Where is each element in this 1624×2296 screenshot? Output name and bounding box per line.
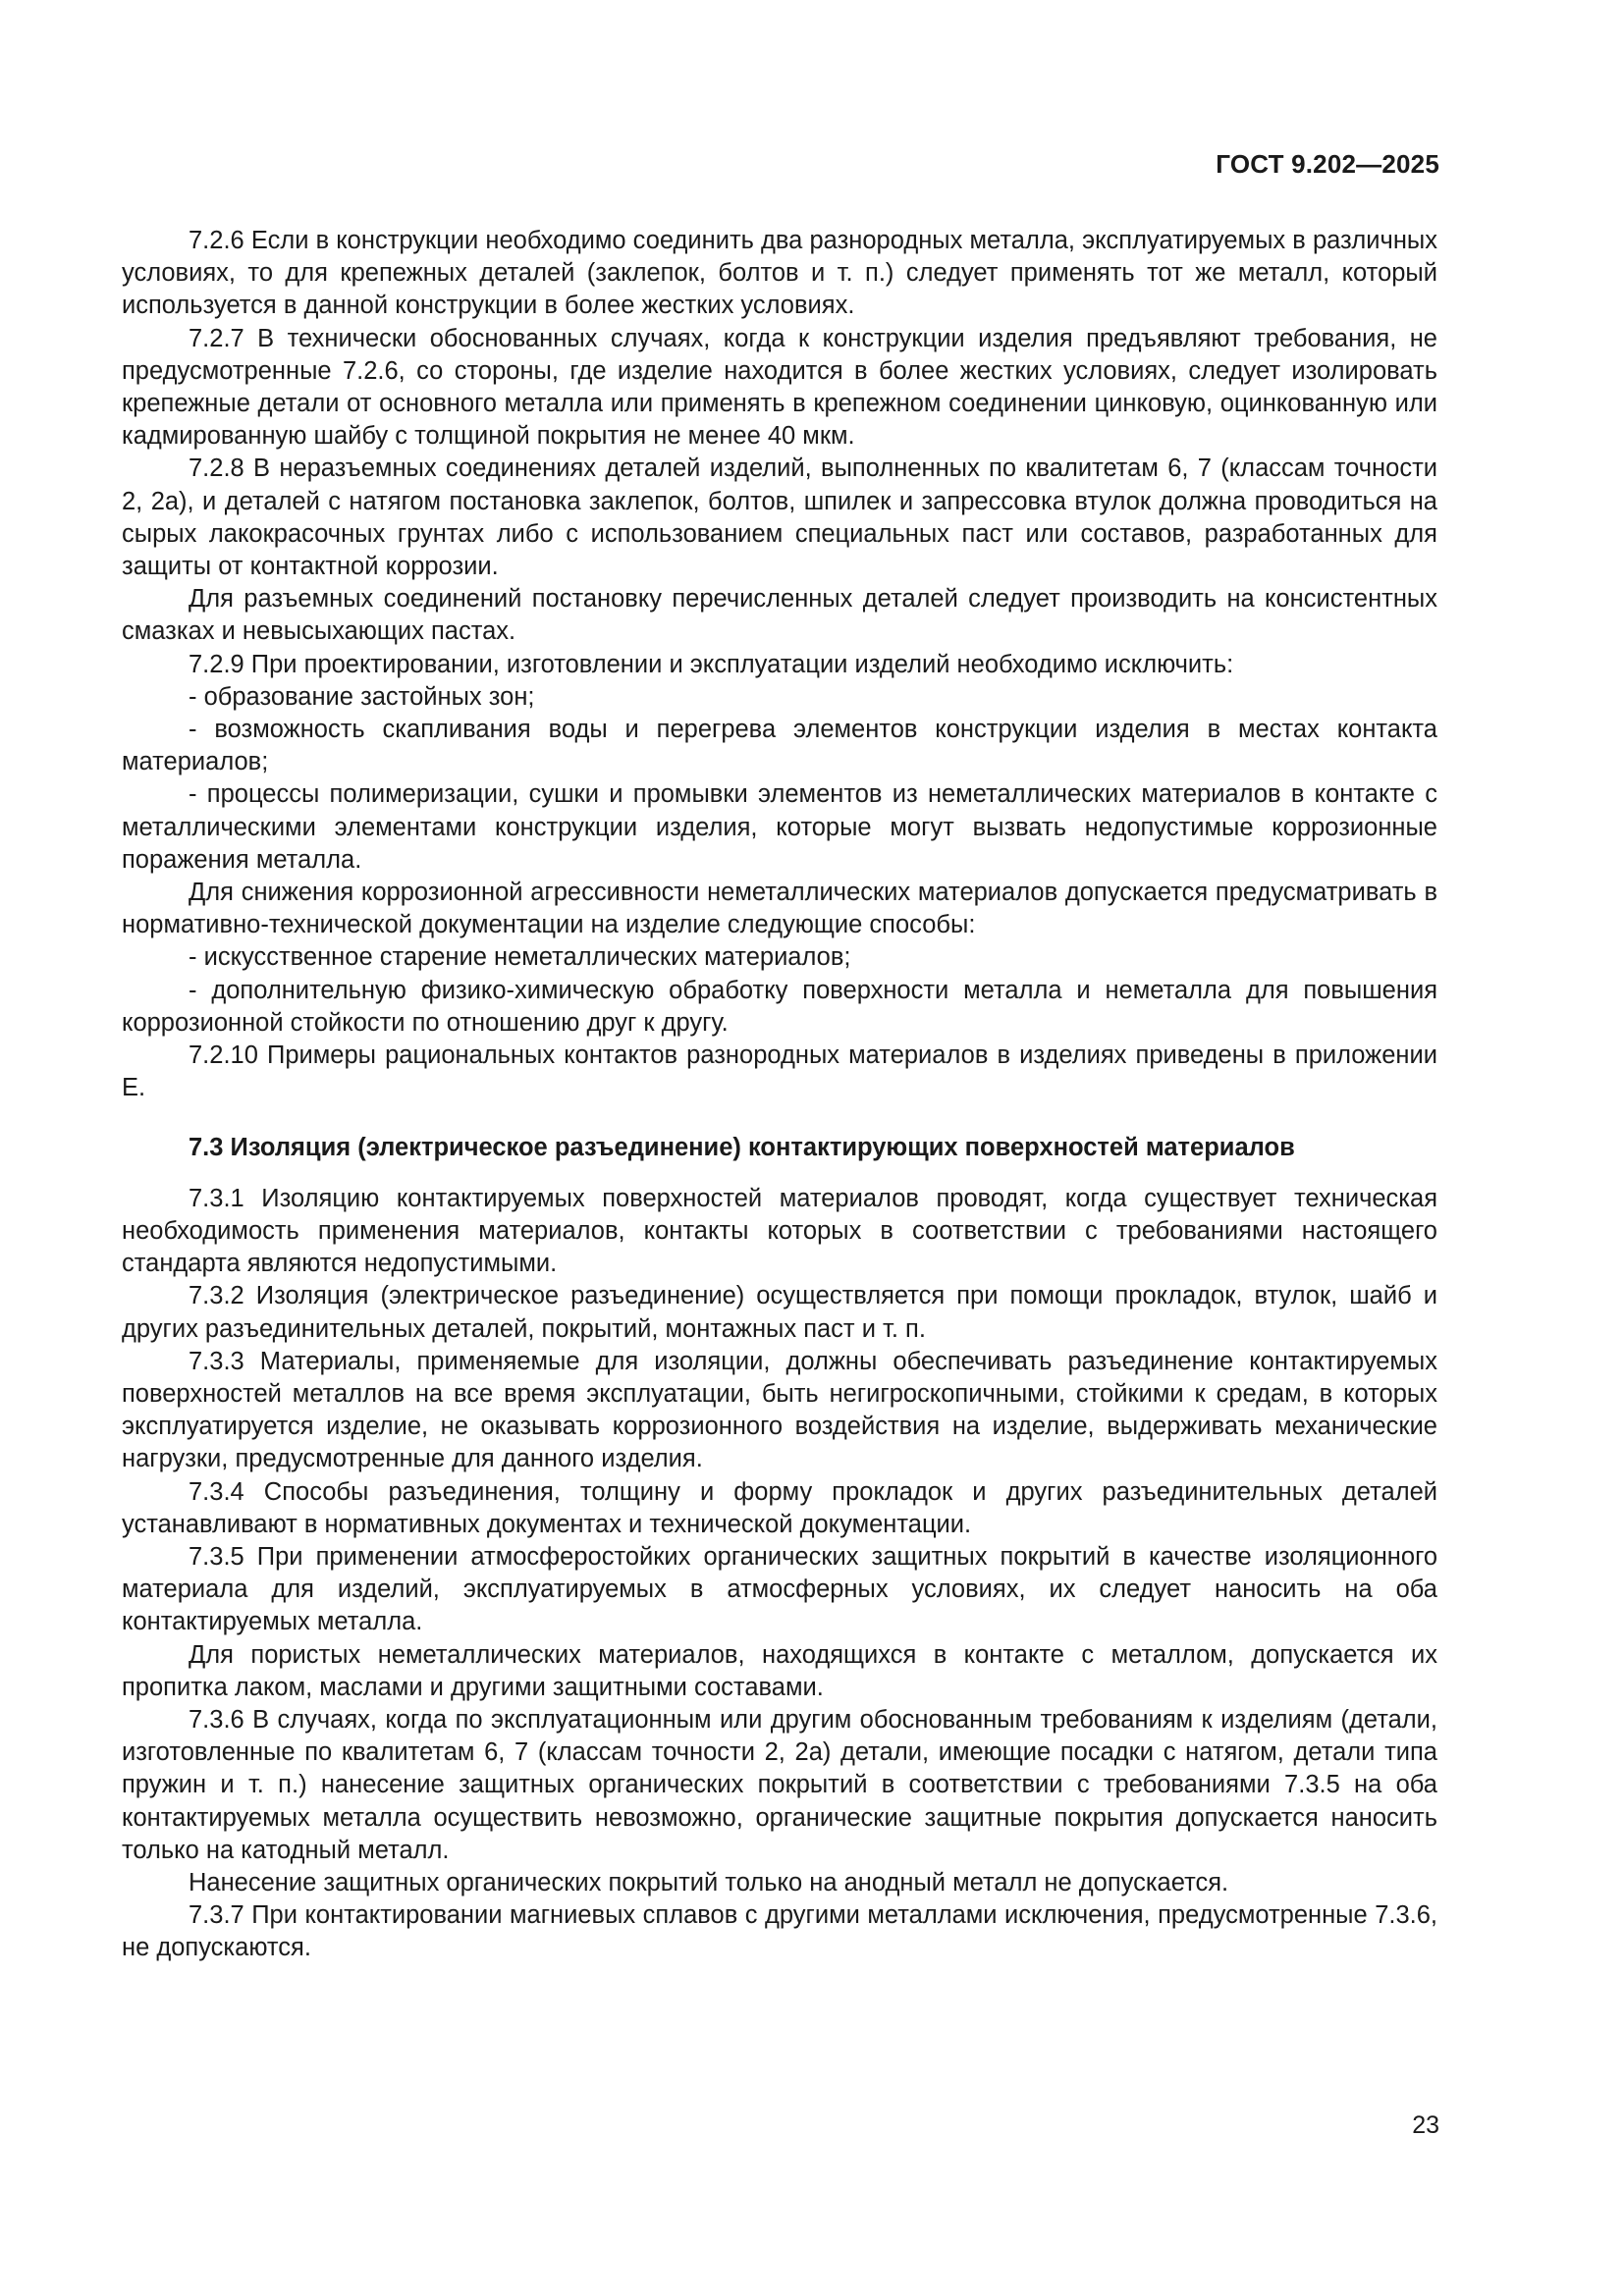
- paragraph-7-3-3: 7.3.3 Материалы, применяемые для изоляции, должны обеспечивать разъединение контактируемых поверхностей металлов на все время эксплуатации, быть негигроскопичными, стойкими к средам, в которых эксплуатируется изделие, не оказывать коррозионного воздействия на изделие, выдерживать механические нагрузки, предусмотренные для данного изделия.: [122, 1347, 1437, 1473]
- paragraph-7-2-6: 7.2.6 Если в конструкции необходимо соединить два разнородных металла, эксплуатируемых в различных условиях, то для крепежных деталей (заклепок, болтов и т. п.) следует применять тот же металл, который используется в данной конструкции в более жестких условиях.: [122, 227, 1437, 320]
- paragraph-anodic-metal: Нанесение защитных органических покрытий только на анодный металл не допускается.: [189, 1868, 1229, 1896]
- paragraph-7-3-7: 7.3.7 При контактировании магниевых сплавов с другими металлами исключения, предусмотренные 7.3.6, не допускаются.: [122, 1901, 1437, 1962]
- document-header: ГОСТ 9.202—2025: [1216, 149, 1439, 179]
- paragraph-7-2-9: 7.2.9 При проектировании, изготовлении и эксплуатации изделий необходимо исключить:: [189, 650, 1234, 678]
- paragraph-7-2-7: 7.2.7 В технически обоснованных случаях, когда к конструкции изделия предъявляют требования, не предусмотренные 7.2.6, со стороны, где изделие находится в более жестких условиях, следует изолировать крепежные детали от основного металла или применять в крепежном соединении цинковую, оцинкованную или кадмированную шайбу с толщиной покрытия не менее 40 мкм.: [122, 324, 1437, 451]
- list-item: - образование застойных зон;: [189, 682, 535, 711]
- list-item: - искусственное старение неметаллических материалов;: [189, 943, 851, 972]
- page-body: [122, 225, 1437, 1965]
- paragraph-7-3-4: 7.3.4 Способы разъединения, толщину и форму прокладок и других разъединительных деталей устанавливают в нормативных документах и технической документации.: [122, 1477, 1437, 1538]
- page-number: 23: [1412, 2111, 1439, 2139]
- paragraph-7-3-2: 7.3.2 Изоляция (электрическое разъединение) осуществляется при помощи прокладок, втулок, шайб и других разъединительных деталей, покрытий, монтажных паст и т. п.: [122, 1282, 1437, 1343]
- paragraph-7-2-8: 7.2.8 В неразъемных соединениях деталей изделий, выполненных по квалитетам 6, 7 (классам точности 2, 2а), и деталей с натягом постановка заклепок, болтов, шпилек и запрессовка втулок должна проводиться на сырых лакокрасочных грунтах либо с использованием специальных паст или составов, разработанных для защиты от контактной коррозии.: [122, 454, 1437, 581]
- paragraph-porous-materials: Для пористых неметаллических материалов, находящихся в контакте с металлом, допускается их пропитка лаком, маслами и другими защитными составами.: [122, 1640, 1437, 1701]
- section-heading-7-3: 7.3 Изоляция (электрическое разъединение) контактирующих поверхностей материалов: [189, 1134, 1295, 1162]
- paragraph-detachable-joints: Для разъемных соединений постановку перечисленных деталей следует производить на консистентных смазках и невысыхающих пастах.: [122, 585, 1437, 646]
- list-item: - возможность скапливания воды и перегрева элементов конструкции изделия в местах контакта материалов;: [122, 716, 1437, 776]
- paragraph-7-2-10: 7.2.10 Примеры рациональных контактов разнородных материалов в изделиях приведены в приложении Е.: [122, 1041, 1437, 1102]
- paragraph-7-3-5: 7.3.5 При применении атмосферостойких органических защитных покрытий в качестве изоляционного материала для изделий, эксплуатируемых в атмосферных условиях, их следует наносить на оба контактируемых металла.: [122, 1542, 1437, 1636]
- paragraph-7-3-1: 7.3.1 Изоляцию контактируемых поверхностей материалов проводят, когда существует техническая необходимость применения материалов, контакты которых в соответствии с требованиями настоящего стандарта являются недопустимыми.: [122, 1184, 1437, 1278]
- list-item: - процессы полимеризации, сушки и промывки элементов из неметаллических материалов в контакте с металлическими элементами конструкции изделия, которые могут вызвать недопустимые коррозионные поражения металла.: [122, 780, 1437, 874]
- paragraph-7-3-6: 7.3.6 В случаях, когда по эксплуатационным или другим обоснованным требованиям к изделиям (детали, изготовленные по квалитетам 6, 7 (классам точности 2, 2а) детали, имеющие посадки с натягом, детали типа пружин и т. п.) нанесение защитных органических покрытий в соответствии с требованиями 7.3.5 на оба контактируемых металла осуществить невозможно, органические защитные покрытия допускается наносить только на катодный металл.: [122, 1705, 1437, 1864]
- list-item: - дополнительную физико-химическую обработку поверхности металла и неметалла для повышения коррозионной стойкости по отношению друг к другу.: [122, 976, 1437, 1037]
- paragraph-aggressiveness-reduction: Для снижения коррозионной агрессивности неметаллических материалов допускается предусматривать в нормативно-технической документации на изделие следующие способы:: [122, 879, 1437, 939]
